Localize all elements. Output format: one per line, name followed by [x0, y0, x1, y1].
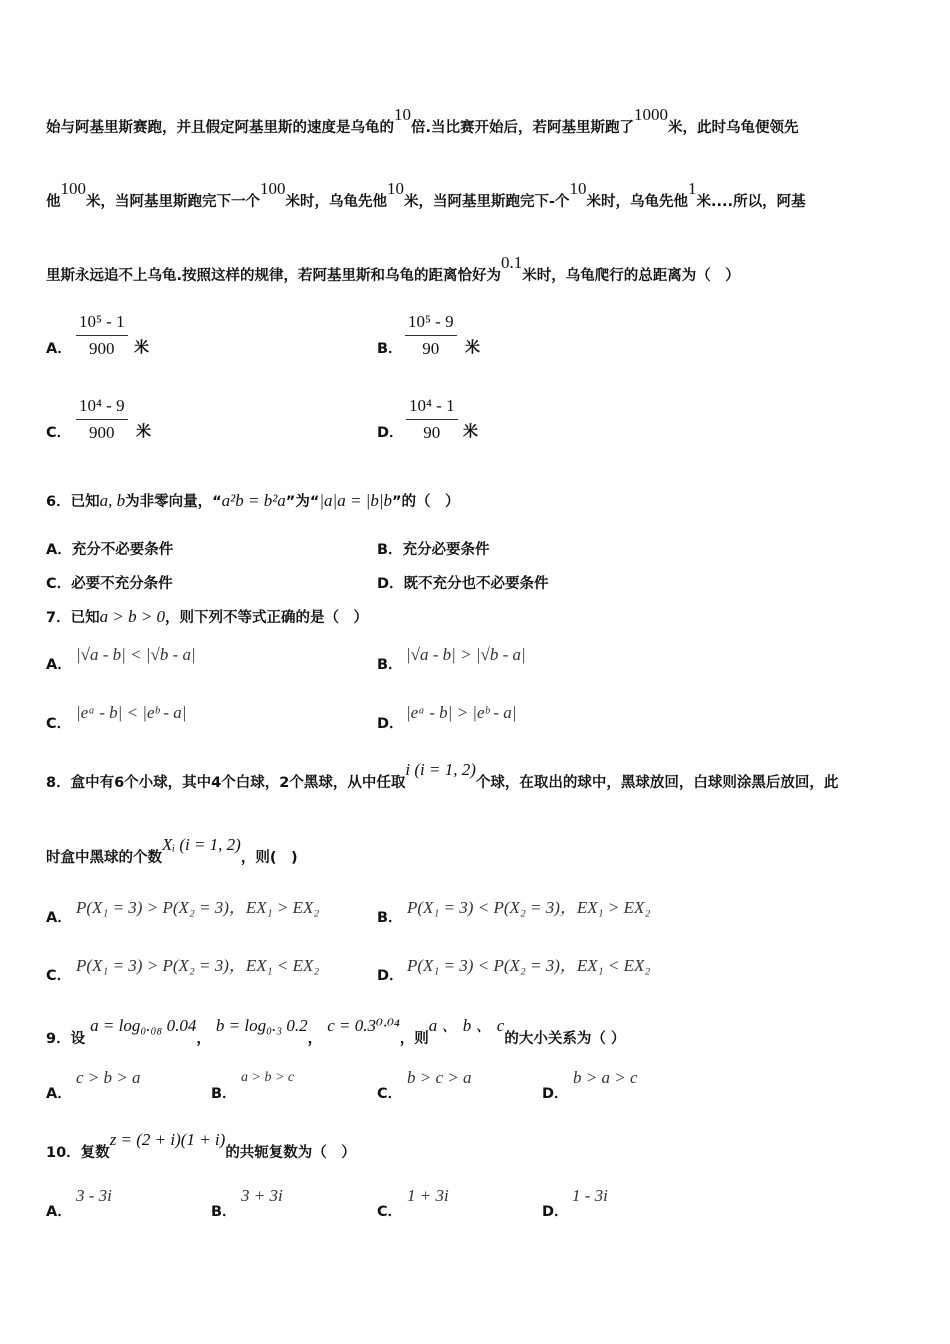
q6-math: |a|a = |b|b: [319, 491, 393, 510]
q5-text: 米，此时乌龟便领先: [668, 120, 799, 136]
denominator: 900: [89, 423, 115, 442]
q7-option-c-expr: |eᵃ - b| < |eᵇ - a|: [76, 703, 187, 722]
q10-option-d-label: D．: [542, 1204, 569, 1220]
q10-stem: [46, 1130, 356, 1162]
q6-option-d: [377, 572, 549, 593]
numerator: 10⁴ - 9: [79, 396, 125, 415]
option-text: 充分不必要条件: [71, 542, 174, 558]
option-text: 必要不充分条件: [71, 576, 173, 592]
denominator: 90: [423, 423, 441, 442]
q5-option-c-fraction: [76, 396, 128, 443]
q5-value: 0.1: [501, 253, 523, 272]
q8-text: ，则( ): [240, 850, 298, 866]
q5-option-d-label: D．: [377, 425, 404, 441]
q5-line-2: [46, 179, 806, 211]
option-text: 充分必要条件: [402, 542, 490, 558]
q9-stem: 9．设 a = log₀.₀₈ 0.04， b = log₀.₃ 0.2， c = 0.3⁰·⁰⁴，则a 、 b 、 c的大小关系为（ ）: [46, 1016, 626, 1047]
q10-option-c-label: C．: [377, 1204, 403, 1220]
q9-option-b-label: B．: [211, 1086, 237, 1102]
numerator: 10⁵ - 1: [79, 312, 125, 331]
q5-text: 米时，乌龟爬行的总距离为（ ）: [522, 268, 740, 284]
q9-option-d-label: D．: [542, 1086, 569, 1102]
q6-math: a, b: [99, 491, 126, 510]
q7-text: 7．已知: [46, 610, 100, 626]
q8-option-b-label: B．: [377, 910, 403, 926]
q9-text: 的大小关系为（ ）: [504, 1031, 626, 1047]
q9-text: 9．设: [46, 1031, 86, 1047]
q7-text: ，则下列不等式正确的是（ ）: [165, 610, 369, 626]
q9-option-c-expr: b > c > a: [407, 1068, 472, 1087]
q6-stem: [46, 490, 460, 511]
q5-value: 1: [688, 179, 697, 198]
q5-text: 米时，乌龟先他: [285, 194, 387, 210]
q10-option-d-expr: 1 - 3i: [572, 1186, 608, 1205]
q5-option-b-fraction: [405, 312, 457, 359]
q8-text: 个球，在取出的球中，黑球放回，白球则涂黑后放回，此: [475, 775, 839, 791]
numerator: 10⁵ - 9: [408, 312, 454, 331]
q8-option-a-label: A．: [46, 910, 72, 926]
q8-text: 8．盒中有6个小球，其中4个白球，2个黑球，从中任取: [46, 775, 406, 791]
q5-option-c-label: C．: [46, 425, 72, 441]
q8-option-c-expr: P(X₁ = 3) > P(X₂ = 3)，EX₁ < EX₂: [76, 956, 320, 975]
q5-text: 米，当阿基里斯跑完下-个: [404, 194, 570, 210]
q5-value: 100: [60, 179, 86, 198]
q5-option-a-unit: 米: [134, 338, 150, 356]
q7-math: a > b > 0: [99, 607, 166, 626]
option-text: 既不充分也不必要条件: [403, 576, 549, 592]
q9-option-a-expr: c > b > a: [76, 1068, 141, 1087]
q6-option-a: [46, 538, 173, 559]
q5-option-b-unit: 米: [465, 338, 481, 356]
q9-text: ，则: [399, 1031, 429, 1047]
q5-value: 10: [394, 105, 411, 124]
q5-option-a-fraction: [76, 312, 128, 359]
numerator: 10⁴ - 1: [409, 396, 455, 415]
q6-text: 6．已知: [46, 494, 100, 510]
option-label: D．: [377, 576, 404, 592]
q7-stem: [46, 606, 368, 627]
q10-text: 10．复数: [46, 1145, 110, 1161]
q8-text: 时盒中黑球的个数: [46, 850, 162, 866]
q6-math: a²b = b²a: [221, 491, 286, 510]
q10-option-a-label: A．: [46, 1204, 72, 1220]
denominator: 90: [422, 339, 440, 358]
q9-option-b-expr: a > b > c: [241, 1070, 295, 1085]
q7-option-c-label: C．: [46, 716, 72, 732]
q8-option-c-label: C．: [46, 968, 72, 984]
q10-text: 的共轭复数为（ ）: [225, 1145, 356, 1161]
q5-text: 里斯永远追不上乌龟.按照这样的规律，若阿基里斯和乌龟的距离恰好为: [46, 268, 502, 284]
q7-option-a-expr: |√a - b| < |√b - a|: [76, 645, 196, 664]
q7-option-b-expr: |√a - b| > |√b - a|: [406, 645, 526, 664]
q5-option-c-unit: 米: [136, 422, 152, 440]
q10-option-c-expr: 1 + 3i: [407, 1186, 449, 1205]
q8-option-a-expr: P(X₁ = 3) > P(X₂ = 3)，EX₁ > EX₂: [76, 898, 320, 917]
q9-math: a = log₀.₀₈ 0.04: [90, 1016, 197, 1035]
q6-text: ”的（ ）: [392, 494, 460, 510]
q9-math: c = 0.3⁰·⁰⁴: [327, 1016, 400, 1035]
q7-option-a-label: A．: [46, 657, 72, 673]
option-label: B．: [377, 542, 403, 558]
q5-value: 100: [260, 179, 286, 198]
option-label: C．: [46, 576, 72, 592]
q6-option-c: [46, 572, 173, 593]
q5-value: 10: [387, 179, 404, 198]
q5-text: 倍.当比赛开始后，若阿基里斯跑了: [411, 120, 635, 136]
q7-option-d-expr: |eᵃ - b| > |eᵇ - a|: [406, 703, 517, 722]
q9-math: b = log₀.₃ 0.2: [215, 1016, 308, 1035]
q5-line-1: [46, 105, 799, 137]
q5-value: 10: [569, 179, 587, 198]
q5-option-d-fraction: [406, 396, 458, 443]
q5-option-a-label: A．: [46, 341, 72, 357]
q8-option-d-expr: P(X₁ = 3) < P(X₂ = 3)，EX₁ < EX₂: [407, 956, 651, 975]
q5-line-3: [46, 253, 740, 285]
q5-option-d-unit: 米: [463, 422, 479, 440]
q5-text: 他: [46, 194, 61, 210]
q10-option-b-label: B．: [211, 1204, 237, 1220]
q7-option-b-label: B．: [377, 657, 403, 673]
q6-text: ”为“: [285, 494, 320, 510]
q8-stem-line-2: [46, 835, 298, 867]
q10-math: z = (2 + i)(1 + i): [109, 1130, 226, 1149]
q8-option-d-label: D．: [377, 968, 404, 984]
q6-text: 为非零向量，“: [125, 494, 222, 510]
q6-option-b: [377, 538, 490, 559]
denominator: 900: [89, 339, 115, 358]
q9-option-d-expr: b > a > c: [573, 1068, 638, 1087]
q10-option-a-expr: 3 - 3i: [76, 1186, 112, 1205]
q10-option-b-expr: 3 + 3i: [241, 1186, 283, 1205]
q5-text: 始与阿基里斯赛跑，并且假定阿基里斯的速度是乌龟的: [46, 120, 394, 136]
q8-option-b-expr: P(X₁ = 3) < P(X₂ = 3)，EX₁ > EX₂: [407, 898, 651, 917]
q5-value: 1000: [634, 105, 669, 124]
q5-text: 米....所以，阿基: [696, 194, 806, 210]
q5-text: 米时，乌龟先他: [586, 194, 689, 210]
q9-option-c-label: C．: [377, 1086, 403, 1102]
q8-stem-line-1: [46, 760, 839, 792]
q8-math: Xᵢ (i = 1, 2): [162, 835, 241, 854]
q9-math: a 、 b 、 c: [428, 1016, 505, 1035]
q5-option-b-label: B．: [377, 341, 403, 357]
q9-option-a-label: A．: [46, 1086, 72, 1102]
q7-option-d-label: D．: [377, 716, 404, 732]
q5-text: 米，当阿基里斯跑完下一个: [86, 194, 260, 210]
q8-math: i (i = 1, 2): [405, 760, 476, 779]
option-label: A．: [46, 542, 72, 558]
